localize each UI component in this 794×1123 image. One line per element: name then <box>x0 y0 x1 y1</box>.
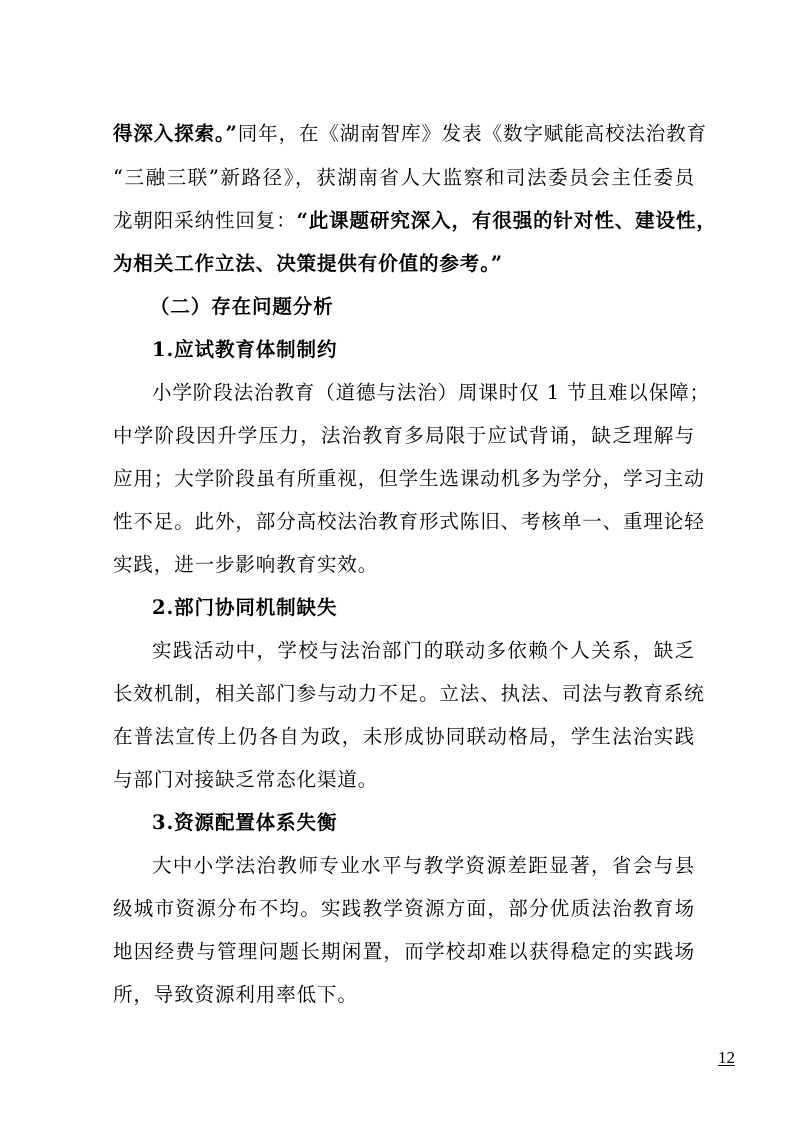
page-number: 12 <box>718 1048 735 1067</box>
paragraph-text: 同年，在《湖南智库》发表《数字赋能高校法治教育 <box>237 122 707 145</box>
paragraph-line: 大中小学法治教师专业水平与教学资源差距显著，省会与县 <box>152 854 695 877</box>
paragraph-line: 小学阶段法治教育（道德与法治）周课时仅 1 节且难以保障； <box>152 381 710 404</box>
paragraph-line: 实践，进一步影响教育实效。 <box>113 553 379 576</box>
paragraph-line: 级城市资源分布不均。实践教学资源方面，部分优质法治教育场 <box>113 897 695 920</box>
paragraph-line: 与部门对接缺乏常态化渠道。 <box>113 768 379 791</box>
paragraph-line: 地因经费与管理问题长期闲置，而学校却难以获得稳定的实践场 <box>113 940 695 963</box>
paragraph-line: “三融三联”新路径》，获湖南省人大监察和司法委员会主任委员 <box>113 166 695 189</box>
paragraph-line: 在普法宣传上仍各自为政，未形成协同联动格局，学生法治实践 <box>113 725 695 748</box>
paragraph-line: 应用；大学阶段虽有所重视，但学生选课动机多为学分，学习主动 <box>113 467 705 490</box>
bold-quote-end: 得深入探索。” <box>113 122 238 145</box>
paragraph-line <box>113 119 707 149</box>
paragraph-line <box>113 206 717 236</box>
subsection-heading: 2.部门协同机制缺失 <box>152 596 338 619</box>
paragraph-line: 所，导致资源利用率低下。 <box>113 983 358 1006</box>
section-heading: （二）存在问题分析 <box>150 295 334 318</box>
paragraph-line: 中学阶段因升学压力，法治教育多局限于应试背诵，缺乏理解与 <box>113 424 695 447</box>
paragraph-line: 为相关工作立法、决策提供有价值的参考。” <box>113 252 503 275</box>
bold-quote: “此课题研究深入，有很强的针对性、建设性， <box>296 209 717 232</box>
subsection-heading: 3.资源配置体系失衡 <box>152 811 338 834</box>
subsection-heading: 1.应试教育体制制约 <box>152 338 338 361</box>
paragraph-line: 长效机制，相关部门参与动力不足。立法、执法、司法与教育系统 <box>113 682 705 705</box>
paragraph-text: 龙朝阳采纳性回复： <box>113 209 297 232</box>
paragraph-line: 性不足。此外，部分高校法治教育形式陈旧、考核单一、重理论轻 <box>113 510 705 533</box>
paragraph-line: 实践活动中，学校与法治部门的联动多依赖个人关系，缺乏 <box>152 639 695 662</box>
